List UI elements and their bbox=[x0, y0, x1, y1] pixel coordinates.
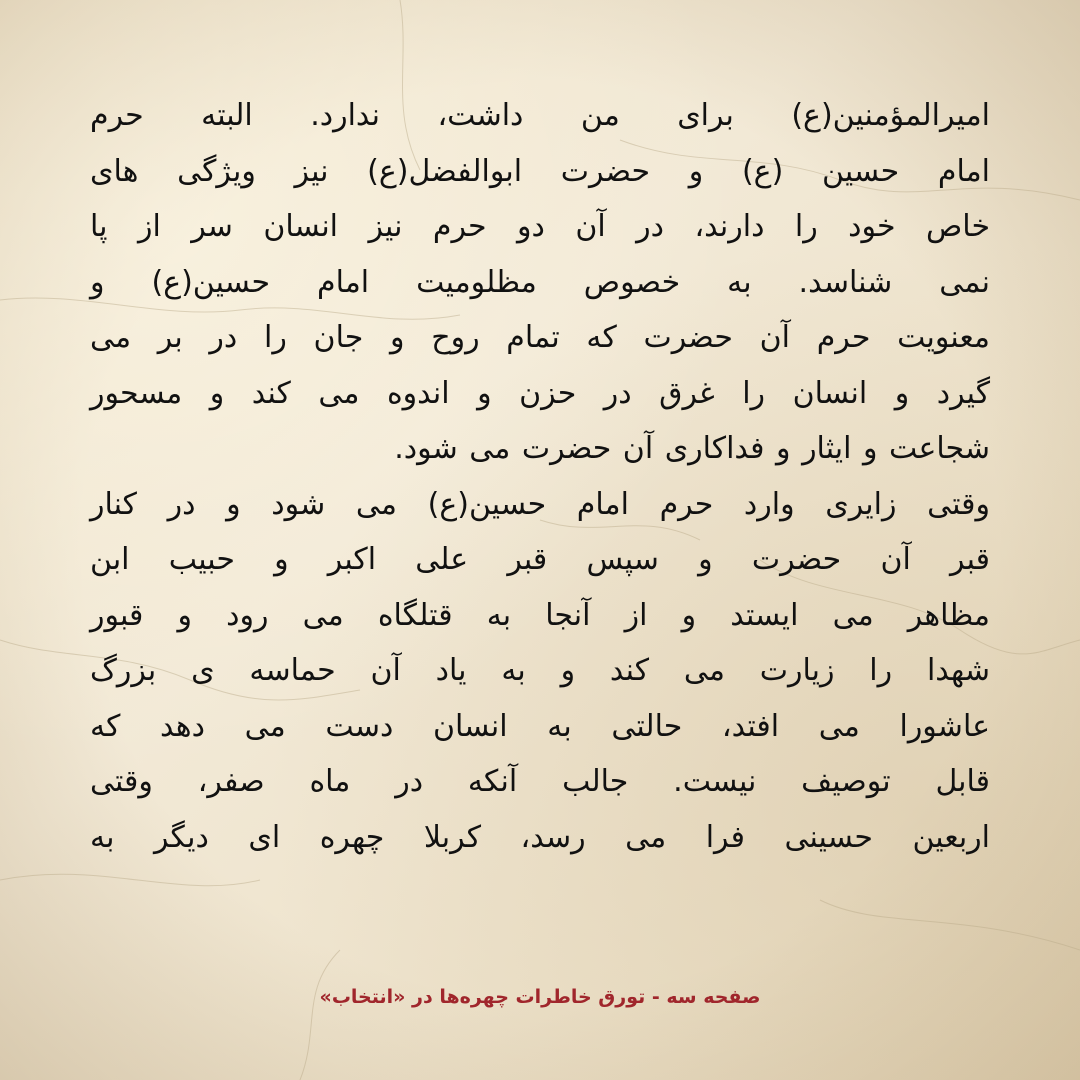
text-line: گیرد و انسان را غرق در حزن و اندوه می کند و مسحور bbox=[90, 375, 990, 411]
text-line: نمی شناسد. به خصوص مظلومیت امام حسین(ع) و bbox=[90, 264, 990, 300]
paragraph-1 bbox=[90, 88, 990, 477]
text-line: شجاعت و ایثار و فداکاری آن حضرت می شود. bbox=[394, 431, 990, 466]
text-line: امام حسین (ع) و حضرت ابوالفضل(ع) نیز ویژگی های bbox=[90, 153, 990, 189]
text-line: اربعین حسینی فرا می رسد، کربلا چهره ای دیگر به bbox=[90, 819, 990, 855]
paragraph-2 bbox=[90, 477, 990, 866]
text-line: عاشورا می افتد، حالتی به انسان دست می دهد که bbox=[90, 708, 990, 744]
text-line: شهدا را زیارت می کند و به یاد آن حماسه ی بزرگ bbox=[90, 653, 990, 688]
text-line: مظاهر می ایستد و از آنجا به قتلگاه می رود و قبور bbox=[90, 597, 990, 633]
text-line: قابل توصیف نیست. جالب آنکه در ماه صفر، وقتی bbox=[90, 764, 990, 799]
text-line: قبر آن حضرت و سپس قبر علی اکبر و حبیب ابن bbox=[90, 542, 990, 577]
text-line: امیرالمؤمنین(ع) برای من داشت، ندارد. البته حرم bbox=[90, 98, 990, 133]
text-line: وقتی زایری وارد حرم امام حسین(ع) می شود و در کنار bbox=[90, 486, 990, 522]
text-page bbox=[90, 88, 990, 865]
page-footer: صفحه سه - تورق خاطرات چهره‌ها در «انتخاب» bbox=[319, 986, 761, 1008]
text-line: معنویت حرم آن حضرت که تمام روح و جان را در بر می bbox=[90, 320, 990, 355]
text-line: خاص خود را دارند، در آن دو حرم نیز انسان سر از پا bbox=[90, 209, 990, 244]
